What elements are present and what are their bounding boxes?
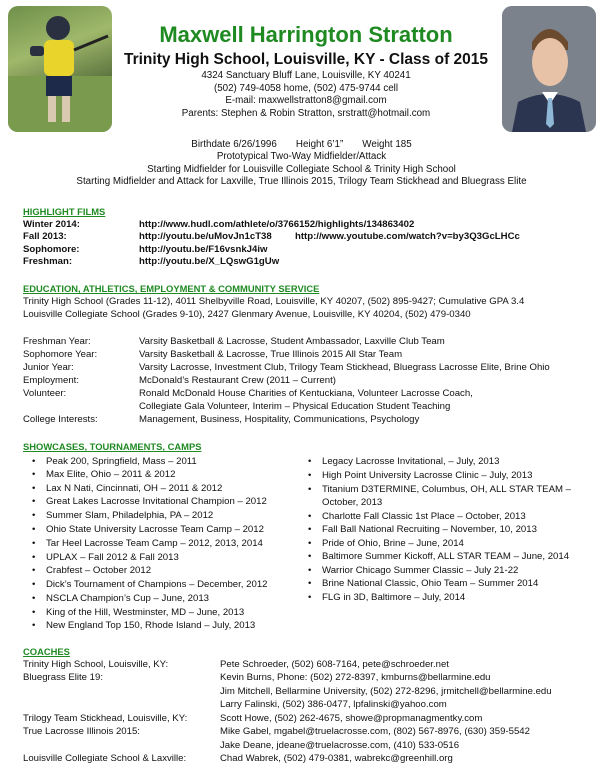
activity-label: Sophomore Year: (23, 349, 98, 360)
coach-team: True Lacrosse Illinois 2015: (23, 726, 140, 737)
lacrosse-player-image (8, 6, 112, 132)
showcase-item: • Fall Ball National Recruiting – November, 10, 2013 (322, 524, 537, 536)
film-link[interactable]: http://www.hudl.com/athlete/o/3766152/highlights/134863402 (139, 218, 415, 230)
film-row (23, 231, 593, 243)
address-line: 4324 Sanctuary Bluff Lane, Louisville, KY 40241 (201, 70, 411, 81)
coach-row (23, 699, 593, 711)
activity-label: Junior Year: (23, 362, 74, 373)
activity-value: McDonald’s Restaurant Crew (2011 – Current) (139, 375, 336, 386)
coach-team: Trinity High School, Louisville, KY: (23, 659, 169, 670)
activity-label: Volunteer: (23, 388, 67, 399)
showcase-item: • Dick’s Tournament of Champions – December, 2012 (46, 579, 267, 591)
email-line: E-mail: maxwellstratton8@gmail.com (225, 95, 387, 107)
film-label: Fall 2013: (23, 231, 67, 242)
showcase-item: • Lax N Nati, Cincinnati, OH – 2011 & 2012 (46, 483, 222, 495)
activity-row (23, 375, 593, 387)
showcase-item: • Pride of Ohio, Brine – June, 2014 (322, 538, 464, 550)
showcase-item: • Great Lakes Lacrosse Invitational Champion – 2012 (46, 496, 267, 508)
bio-line-1: Starting Midfielder for Louisville Collegiate School & Trinity High School (147, 163, 456, 175)
activity-value: Varsity Basketball & Lacrosse, True Illinois 2015 All Star Team (139, 349, 403, 360)
education-heading: EDUCATION, ATHLETICS, EMPLOYMENT & COMMUNITY SERVICE (23, 283, 320, 294)
film-row (23, 256, 593, 268)
bio-line-2: Starting Midfielder and Attack for Laxville, True Illinois 2015, Trilogy Team Stickhead and Bluegrass Elite (76, 176, 527, 188)
showcase-item: • FLG in 3D, Baltimore – July, 2014 (322, 592, 465, 604)
showcase-item: • High Point University Lacrosse Clinic – July, 2013 (322, 470, 532, 482)
showcase-item-continued: October, 2013 (322, 497, 383, 508)
coach-row (23, 740, 593, 752)
showcase-item: • Max Elite, Ohio – 2011 & 2012 (46, 469, 175, 481)
candidate-name: Maxwell Harrington Stratton (159, 22, 453, 47)
activity-row (23, 362, 593, 374)
activity-row (23, 349, 593, 361)
coach-contact: Jake Deane, jdeane@truelacrosse.com, (410) 533-0516 (220, 739, 460, 751)
player-action-photo (8, 6, 112, 132)
showcase-item: • Titanium D3TERMINE, Columbus, OH, ALL STAR TEAM – (322, 484, 571, 496)
coach-row (23, 713, 593, 725)
activity-row (23, 336, 593, 348)
phone-line: (502) 749-4058 home, (502) 475-9744 cell (213, 82, 399, 94)
showcase-item: • Warrior Chicago Summer Classic – July 21-22 (322, 565, 518, 577)
film-label: Sophomore: (23, 243, 80, 255)
coach-contact: Scott Howe, (502) 262-4675, showe@propmanagmentky.com (220, 712, 483, 724)
coach-contact: Kevin Burns, Phone: (502) 272-8397, kmburns@bellarmine.edu (220, 672, 491, 683)
film-link[interactable]: http://youtu.be/F16vsnkJ4iw (139, 243, 268, 255)
activity-value: Varsity Lacrosse, Investment Club, Trilogy Team Stickhead, Bluegrass Lacrosse Elite, Brine Ohio (139, 362, 550, 373)
coach-row (23, 672, 593, 684)
coach-contact: Larry Falinski, (502) 386-0477, lpfalinski@yahoo.com (220, 699, 447, 710)
film-link[interactable]: http://youtu.be/uMovJn1cT38 (139, 231, 272, 242)
activity-row (23, 388, 593, 400)
showcase-item: • Ohio State University Lacrosse Team Camp – 2012 (46, 524, 264, 536)
activity-label: Employment: (23, 375, 79, 386)
bio-block (0, 139, 603, 189)
film-link-extra[interactable]: http://www.youtube.com/watch?v=by3Q3GcLHCc (295, 231, 520, 242)
school-line: Trinity High School, Louisville, KY - Class of 2015 (123, 51, 489, 68)
showcase-item: • Legacy Lacrosse Invitational, – July, 2013 (322, 456, 499, 468)
film-row (23, 219, 593, 231)
headshot-photo (502, 6, 596, 132)
coach-team: Trilogy Team Stickhead, Louisville, KY: (23, 712, 188, 724)
showcase-item: • Summer Slam, Philadelphia, PA – 2012 (46, 510, 213, 522)
showcase-item: • Peak 200, Springfield, Mass – 2011 (46, 456, 197, 468)
parents-line: Parents: Stephen & Robin Stratton, srstratt@hotmail.com (181, 107, 431, 119)
coach-contact: Pete Schroeder, (502) 608-7164, pete@schroeder.net (220, 659, 449, 670)
coach-team: Louisville Collegiate School & Laxville: (23, 753, 187, 764)
coach-contact: Mike Gabel, mgabel@truelacrosse.com, (802) 567-8976, (630) 359-5542 (220, 726, 530, 737)
school-entry: Trinity High School (Grades 11-12), 4011 Shelbyville Road, Louisville, KY 40207, (502) 895-9427; Cumulative GPA 3.4 (23, 296, 525, 307)
activity-label: Freshman Year: (23, 336, 91, 347)
highlight-films-heading: HIGHLIGHT FILMS (23, 206, 106, 217)
resume-header (120, 22, 492, 120)
film-link[interactable]: http://youtu.be/X_LQswG1gUw (139, 256, 280, 267)
activity-value: Collegiate Gala Volunteer, Interim – Physical Education Student Teaching (139, 401, 451, 412)
film-row (23, 244, 593, 256)
showcase-item: • UPLAX – Fall 2012 & Fall 2013 (46, 552, 179, 564)
coach-row (23, 659, 593, 671)
coaches-heading: COACHES (23, 646, 70, 657)
film-label: Freshman: (23, 256, 73, 267)
showcase-item: • New England Top 150, Rhode Island – July, 2013 (46, 620, 255, 632)
school-entry: Louisville Collegiate School (Grades 9-10), 2427 Glenmary Avenue, Louisville, KY 40204, (502) 479-0340 (23, 309, 471, 320)
position-line: Prototypical Two-Way Midfielder/Attack (216, 151, 387, 163)
showcase-item: • Crabfest – October 2012 (46, 565, 151, 577)
film-label: Winter 2014: (23, 218, 80, 230)
showcases-heading: SHOWCASES, TOURNAMENTS, CAMPS (23, 441, 202, 452)
activity-label: College Interests: (23, 414, 98, 425)
activity-value: Management, Business, Hospitality, Communications, Psychology (139, 414, 420, 425)
activity-value: Ronald McDonald House Charities of Kentuckiana, Volunteer Lacrosse Coach, (139, 388, 473, 399)
activity-row (23, 414, 593, 426)
coach-contact: Chad Wabrek, (502) 479-0381, wabrekc@greenhill.org (220, 753, 453, 764)
coach-team: Bluegrass Elite 19: (23, 672, 103, 683)
showcase-item: • Baltimore Summer Kickoff, ALL STAR TEAM – June, 2014 (322, 551, 569, 563)
showcase-item: • Tar Heel Lacrosse Team Camp – 2012, 2013, 2014 (46, 538, 263, 550)
portrait-image (502, 6, 596, 132)
activity-row (23, 401, 593, 413)
coach-row (23, 686, 593, 698)
showcase-item: • NSCLA Champion’s Cup – June, 2013 (46, 593, 209, 605)
coach-row (23, 753, 593, 765)
showcase-item: • Charlotte Fall Classic 1st Place – October, 2013 (322, 511, 526, 523)
showcase-item: • King of the Hill, Westminster, MD – June, 2013 (46, 607, 244, 619)
activity-value: Varsity Basketball & Lacrosse, Student Ambassador, Laxville Club Team (139, 336, 445, 347)
coach-row (23, 726, 593, 738)
showcase-item: • Brine National Classic, Ohio Team – Summer 2014 (322, 578, 538, 590)
physical-stats: Birthdate 6/26/1996 Height 6’1” Weight 185 (191, 139, 412, 150)
coach-contact: Jim Mitchell, Bellarmine University, (502) 272-8296, jrmitchell@bellarmine.edu (220, 685, 552, 697)
